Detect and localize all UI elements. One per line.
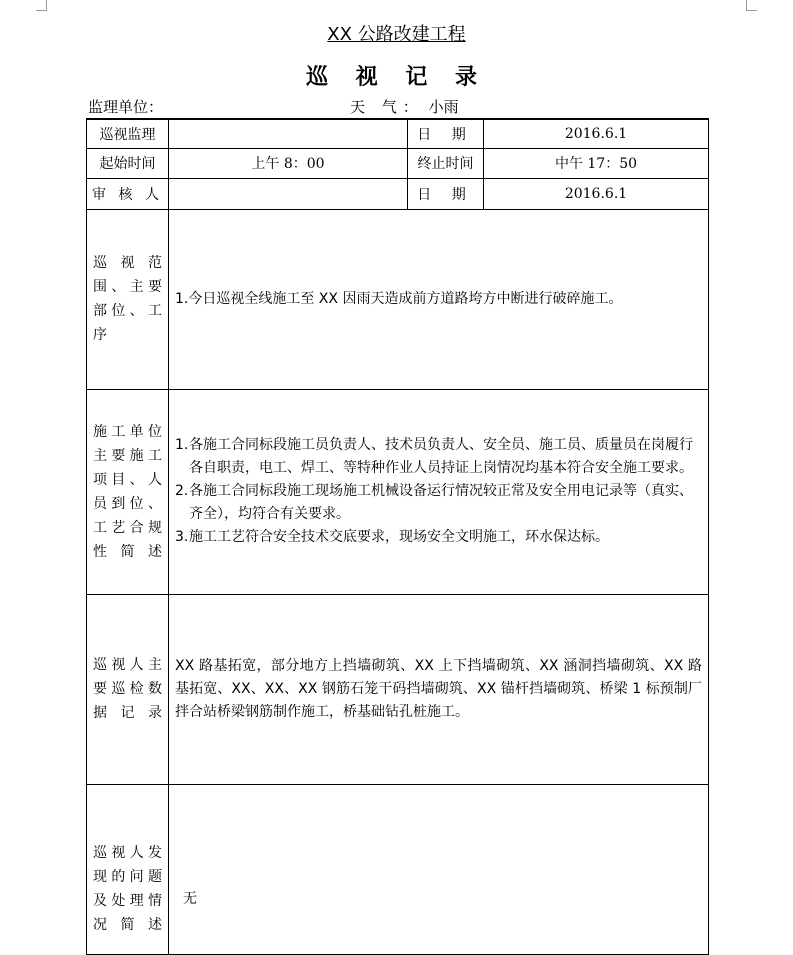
date-value[interactable]: 2016.6.1	[484, 119, 709, 148]
weather-value: 小雨	[428, 98, 459, 116]
document-title: 巡 视 记 录	[306, 65, 487, 90]
issues-content[interactable]	[169, 784, 709, 954]
table-row	[87, 389, 709, 594]
project-title: XX 公路改建工程	[327, 24, 466, 45]
date2-label: 日 期	[408, 178, 484, 209]
end-time-value[interactable]: 中午 17：50	[484, 148, 709, 178]
inspection-data-text: XX 路基拓宽，部分地方上挡墙砌筑、XX 上下挡墙砌筑、XX 涵洞挡墙砌筑、XX 路基拓宽、XX、XX、XX 钢筋石笼干码挡墙砌筑、XX 锚杆挡墙砌筑、桥梁 1 标预制厂拌合站桥梁钢筋制作施工，桥基础钻孔桩施工。	[175, 657, 702, 720]
table-row	[87, 119, 709, 148]
reviewer-label: 审 核 人	[87, 178, 169, 209]
start-time-value[interactable]: 上午 8：00	[169, 148, 408, 178]
inspection-record-table	[86, 118, 709, 955]
inspector-label: 巡视监理	[87, 119, 169, 148]
page-corner-mark-left	[36, 0, 47, 11]
construction-label: 施工单位主要施工项目、人员到位、工艺合规性简述	[87, 389, 169, 594]
supervision-unit-label: 监理单位：	[88, 98, 164, 116]
start-time-label: 起始时间	[87, 148, 169, 178]
table-row	[87, 209, 709, 389]
construction-content[interactable]	[169, 389, 709, 594]
table-row	[87, 784, 709, 954]
weather-field	[350, 96, 459, 117]
issues-label: 巡视人发现的问题及处理情况简述	[87, 784, 169, 954]
construction-item: 2.各施工合同标段施工现场施工机械设备运行情况较正常及安全用电记录等（真实、齐全），均符合有关要求。	[175, 483, 693, 522]
construction-item: 3.施工工艺符合安全技术交底要求，现场安全文明施工，环水保达标。	[175, 529, 609, 545]
meta-row	[88, 96, 708, 118]
table-row	[87, 148, 709, 178]
inspection-data-content[interactable]	[169, 594, 709, 784]
reviewer-value[interactable]	[169, 178, 408, 209]
inspection-data-label: 巡视人主要巡检数据记录	[87, 594, 169, 784]
construction-item: 1.各施工合同标段施工员负责人、技术员负责人、安全员、施工员、质量员在岗履行各自职责，电工、焊工、等特种作业人员持证上岗情况均基本符合安全施工要求。	[175, 437, 693, 476]
page-corner-mark-right	[746, 0, 757, 11]
end-time-label: 终止时间	[408, 148, 484, 178]
table-row	[87, 178, 709, 209]
date-label: 日 期	[408, 119, 484, 148]
date2-value[interactable]: 2016.6.1	[484, 178, 709, 209]
scope-content[interactable]	[169, 209, 709, 389]
inspector-value[interactable]	[169, 119, 408, 148]
scope-item: 1.今日巡视全线施工至 XX 因雨天造成前方道路垮方中断进行破碎施工。	[175, 290, 623, 307]
scope-label: 巡视范围、主要部位、工序	[87, 209, 169, 389]
table-row	[87, 594, 709, 784]
issues-text: 无	[183, 890, 197, 907]
weather-label: 天 气：	[350, 98, 424, 116]
